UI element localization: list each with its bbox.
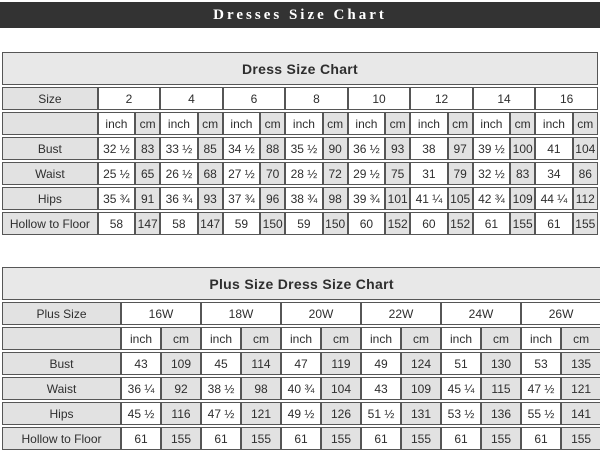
value-cell: 109 bbox=[161, 352, 201, 375]
value-cell: 116 bbox=[161, 402, 201, 425]
size-header-cell: 12 bbox=[410, 87, 473, 110]
value-cell: 65 bbox=[135, 162, 160, 185]
page-header bbox=[0, 0, 600, 28]
unit-row-label bbox=[2, 327, 121, 350]
chart-title: Dress Size Chart bbox=[2, 52, 598, 85]
value-cell: 58 bbox=[160, 212, 197, 235]
size-header-cell: 24W bbox=[441, 302, 521, 325]
value-cell: 49 ½ bbox=[281, 402, 321, 425]
size-header-cell: 8 bbox=[285, 87, 348, 110]
value-cell: 45 bbox=[201, 352, 241, 375]
value-cell: 121 bbox=[561, 377, 600, 400]
value-cell: 60 bbox=[410, 212, 447, 235]
size-header-cell: 6 bbox=[223, 87, 286, 110]
value-cell: 39 ½ bbox=[473, 137, 510, 160]
value-cell: 43 bbox=[361, 377, 401, 400]
unit-cm-cell: cm bbox=[561, 327, 600, 350]
value-cell: 98 bbox=[241, 377, 281, 400]
unit-cm-cell: cm bbox=[323, 112, 348, 135]
unit-inch-cell: inch bbox=[473, 112, 510, 135]
value-cell: 35 ¾ bbox=[98, 187, 135, 210]
row-label: Hips bbox=[2, 187, 98, 210]
value-cell: 155 bbox=[161, 427, 201, 450]
value-cell: 85 bbox=[198, 137, 223, 160]
value-cell: 155 bbox=[481, 427, 521, 450]
value-cell: 61 bbox=[121, 427, 161, 450]
size-header-cell: 16W bbox=[121, 302, 201, 325]
value-cell: 124 bbox=[401, 352, 441, 375]
unit-inch-cell: inch bbox=[281, 327, 321, 350]
value-cell: 93 bbox=[385, 137, 410, 160]
unit-inch-cell: inch bbox=[348, 112, 385, 135]
value-cell: 155 bbox=[321, 427, 361, 450]
value-cell: 40 ¾ bbox=[281, 377, 321, 400]
value-cell: 98 bbox=[323, 187, 348, 210]
size-header-cell: 4 bbox=[160, 87, 223, 110]
row-label: Waist bbox=[2, 162, 98, 185]
value-cell: 155 bbox=[573, 212, 598, 235]
value-cell: 150 bbox=[323, 212, 348, 235]
unit-inch-cell: inch bbox=[535, 112, 572, 135]
value-cell: 47 ½ bbox=[201, 402, 241, 425]
unit-inch-cell: inch bbox=[201, 327, 241, 350]
chart-title: Plus Size Dress Size Chart bbox=[2, 267, 600, 300]
value-cell: 93 bbox=[198, 187, 223, 210]
row-label: Bust bbox=[2, 352, 121, 375]
value-cell: 32 ½ bbox=[98, 137, 135, 160]
unit-cm-cell: cm bbox=[135, 112, 160, 135]
value-cell: 41 bbox=[535, 137, 572, 160]
value-cell: 44 ¼ bbox=[535, 187, 572, 210]
value-cell: 90 bbox=[323, 137, 348, 160]
size-row-label: Plus Size bbox=[2, 302, 121, 325]
value-cell: 152 bbox=[448, 212, 473, 235]
unit-inch-cell: inch bbox=[223, 112, 260, 135]
value-cell: 83 bbox=[135, 137, 160, 160]
unit-inch-cell: inch bbox=[410, 112, 447, 135]
value-cell: 42 ¾ bbox=[473, 187, 510, 210]
value-cell: 155 bbox=[241, 427, 281, 450]
value-cell: 47 bbox=[281, 352, 321, 375]
value-cell: 34 bbox=[535, 162, 572, 185]
unit-inch-cell: inch bbox=[361, 327, 401, 350]
value-cell: 51 ½ bbox=[361, 402, 401, 425]
value-cell: 35 ½ bbox=[285, 137, 322, 160]
value-cell: 136 bbox=[481, 402, 521, 425]
value-cell: 29 ½ bbox=[348, 162, 385, 185]
unit-cm-cell: cm bbox=[401, 327, 441, 350]
value-cell: 45 ½ bbox=[121, 402, 161, 425]
value-cell: 37 ¾ bbox=[223, 187, 260, 210]
value-cell: 51 bbox=[441, 352, 481, 375]
value-cell: 45 ¼ bbox=[441, 377, 481, 400]
value-cell: 104 bbox=[321, 377, 361, 400]
value-cell: 47 ½ bbox=[521, 377, 561, 400]
value-cell: 61 bbox=[441, 427, 481, 450]
value-cell: 150 bbox=[260, 212, 285, 235]
value-cell: 114 bbox=[241, 352, 281, 375]
size-row-label: Size bbox=[2, 87, 98, 110]
row-label: Waist bbox=[2, 377, 121, 400]
value-cell: 38 bbox=[410, 137, 447, 160]
unit-inch-cell: inch bbox=[521, 327, 561, 350]
value-cell: 147 bbox=[198, 212, 223, 235]
row-label: Hollow to Floor bbox=[2, 427, 121, 450]
value-cell: 36 ¾ bbox=[160, 187, 197, 210]
value-cell: 155 bbox=[561, 427, 600, 450]
value-cell: 28 ½ bbox=[285, 162, 322, 185]
value-cell: 58 bbox=[98, 212, 135, 235]
unit-cm-cell: cm bbox=[260, 112, 285, 135]
value-cell: 126 bbox=[321, 402, 361, 425]
value-cell: 141 bbox=[561, 402, 600, 425]
size-header-cell: 16 bbox=[535, 87, 598, 110]
unit-cm-cell: cm bbox=[573, 112, 598, 135]
value-cell: 96 bbox=[260, 187, 285, 210]
value-cell: 34 ½ bbox=[223, 137, 260, 160]
size-header-cell: 22W bbox=[361, 302, 441, 325]
row-label: Hips bbox=[2, 402, 121, 425]
value-cell: 36 ½ bbox=[348, 137, 385, 160]
value-cell: 38 ½ bbox=[201, 377, 241, 400]
unit-cm-cell: cm bbox=[385, 112, 410, 135]
value-cell: 31 bbox=[410, 162, 447, 185]
value-cell: 119 bbox=[321, 352, 361, 375]
unit-cm-cell: cm bbox=[321, 327, 361, 350]
value-cell: 75 bbox=[385, 162, 410, 185]
value-cell: 100 bbox=[510, 137, 535, 160]
value-cell: 53 ½ bbox=[441, 402, 481, 425]
unit-inch-cell: inch bbox=[121, 327, 161, 350]
value-cell: 55 ½ bbox=[521, 402, 561, 425]
value-cell: 61 bbox=[521, 427, 561, 450]
value-cell: 131 bbox=[401, 402, 441, 425]
value-cell: 59 bbox=[223, 212, 260, 235]
value-cell: 70 bbox=[260, 162, 285, 185]
value-cell: 72 bbox=[323, 162, 348, 185]
unit-cm-cell: cm bbox=[161, 327, 201, 350]
size-header-cell: 10 bbox=[348, 87, 411, 110]
value-cell: 61 bbox=[281, 427, 321, 450]
value-cell: 79 bbox=[448, 162, 473, 185]
value-cell: 59 bbox=[285, 212, 322, 235]
value-cell: 115 bbox=[481, 377, 521, 400]
unit-cm-cell: cm bbox=[198, 112, 223, 135]
unit-row-label bbox=[2, 112, 98, 135]
size-header-cell: 26W bbox=[521, 302, 600, 325]
page-title: Dresses Size Chart bbox=[213, 6, 387, 23]
plus-size-chart-table bbox=[2, 265, 600, 452]
size-header-cell: 18W bbox=[201, 302, 281, 325]
value-cell: 97 bbox=[448, 137, 473, 160]
value-cell: 61 bbox=[535, 212, 572, 235]
value-cell: 83 bbox=[510, 162, 535, 185]
unit-cm-cell: cm bbox=[481, 327, 521, 350]
value-cell: 49 bbox=[361, 352, 401, 375]
value-cell: 32 ½ bbox=[473, 162, 510, 185]
value-cell: 147 bbox=[135, 212, 160, 235]
unit-cm-cell: cm bbox=[241, 327, 281, 350]
value-cell: 101 bbox=[385, 187, 410, 210]
value-cell: 61 bbox=[361, 427, 401, 450]
value-cell: 39 ¾ bbox=[348, 187, 385, 210]
value-cell: 86 bbox=[573, 162, 598, 185]
value-cell: 91 bbox=[135, 187, 160, 210]
size-header-cell: 2 bbox=[98, 87, 161, 110]
value-cell: 68 bbox=[198, 162, 223, 185]
value-cell: 109 bbox=[510, 187, 535, 210]
value-cell: 104 bbox=[573, 137, 598, 160]
value-cell: 41 ¼ bbox=[410, 187, 447, 210]
value-cell: 25 ½ bbox=[98, 162, 135, 185]
unit-cm-cell: cm bbox=[510, 112, 535, 135]
value-cell: 92 bbox=[161, 377, 201, 400]
row-label: Hollow to Floor bbox=[2, 212, 98, 235]
row-label: Bust bbox=[2, 137, 98, 160]
value-cell: 121 bbox=[241, 402, 281, 425]
value-cell: 105 bbox=[448, 187, 473, 210]
value-cell: 155 bbox=[401, 427, 441, 450]
value-cell: 43 bbox=[121, 352, 161, 375]
value-cell: 112 bbox=[573, 187, 598, 210]
unit-inch-cell: inch bbox=[160, 112, 197, 135]
size-header-cell: 14 bbox=[473, 87, 536, 110]
value-cell: 61 bbox=[201, 427, 241, 450]
value-cell: 26 ½ bbox=[160, 162, 197, 185]
value-cell: 152 bbox=[385, 212, 410, 235]
unit-inch-cell: inch bbox=[285, 112, 322, 135]
dress-size-chart-section bbox=[2, 50, 598, 237]
plus-size-chart-section bbox=[2, 265, 598, 452]
value-cell: 109 bbox=[401, 377, 441, 400]
unit-inch-cell: inch bbox=[98, 112, 135, 135]
value-cell: 60 bbox=[348, 212, 385, 235]
value-cell: 53 bbox=[521, 352, 561, 375]
value-cell: 36 ¼ bbox=[121, 377, 161, 400]
value-cell: 135 bbox=[561, 352, 600, 375]
size-header-cell: 20W bbox=[281, 302, 361, 325]
value-cell: 33 ½ bbox=[160, 137, 197, 160]
unit-inch-cell: inch bbox=[441, 327, 481, 350]
value-cell: 88 bbox=[260, 137, 285, 160]
dress-size-chart-table bbox=[2, 50, 598, 237]
value-cell: 130 bbox=[481, 352, 521, 375]
value-cell: 27 ½ bbox=[223, 162, 260, 185]
value-cell: 38 ¾ bbox=[285, 187, 322, 210]
value-cell: 61 bbox=[473, 212, 510, 235]
unit-cm-cell: cm bbox=[448, 112, 473, 135]
value-cell: 155 bbox=[510, 212, 535, 235]
